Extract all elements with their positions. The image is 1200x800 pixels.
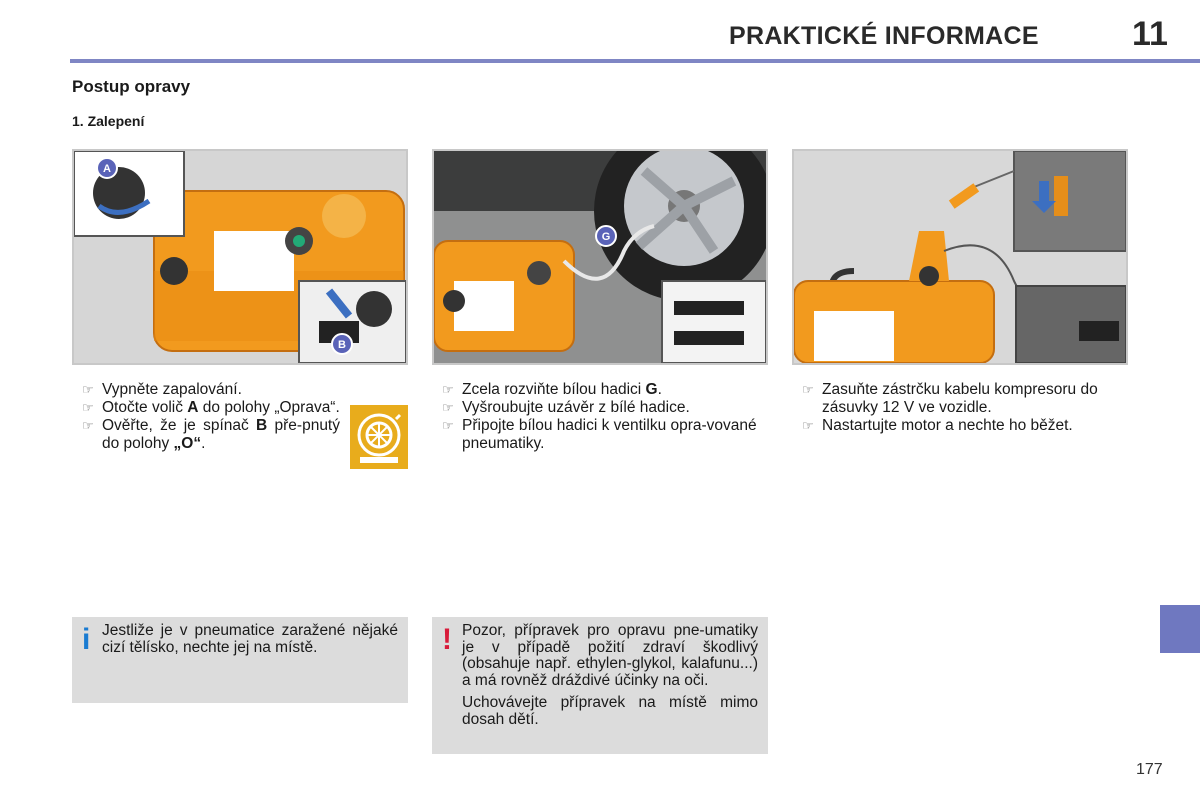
- header-title: PRAKTICKÉ INFORMACE: [729, 22, 1039, 50]
- pointing-hand-icon: ☞: [82, 400, 94, 415]
- header-rule: [70, 59, 1200, 63]
- pointing-hand-icon: ☞: [82, 418, 94, 433]
- illustration-panel-1: [72, 149, 408, 365]
- instructions-column-3: [792, 381, 1128, 435]
- info-icon: i: [82, 623, 91, 656]
- callout-g: G: [601, 231, 611, 243]
- info-note-text: Jestliže je v pneumatice zaražené nějaké cizí tělísko, nechte jej na místě.: [102, 622, 398, 656]
- section-title: Postup opravy: [72, 77, 191, 96]
- illustration-panel-3: [792, 149, 1128, 365]
- instructions-column-2: [432, 381, 768, 453]
- power-socket-illustration: [794, 151, 1126, 363]
- warning-icon: !: [442, 623, 452, 656]
- pointing-hand-icon: ☞: [442, 382, 454, 397]
- chapter-side-tab: [1160, 605, 1200, 653]
- list-item: ☞ Otočte volič A do polohy „Oprava“.: [82, 399, 340, 416]
- step-title: 1. Zalepení: [72, 113, 145, 129]
- list-item: ☞ Vyšroubujte uzávěr z bílé hadice.: [442, 399, 690, 416]
- pointing-hand-icon: ☞: [82, 382, 94, 397]
- pointing-hand-icon: ☞: [442, 400, 454, 415]
- warning-paragraph: Pozor, přípravek pro opravu pne-umatiky je v případě požití zdraví škodlivý (obsahuje např. ethylen-glykol, kalafunu...) a má rovněž dráždivé účinky na oči.: [462, 622, 758, 689]
- callout-a: A: [103, 163, 111, 175]
- list-item: ☞ Nastartujte motor a nechte ho běžet.: [802, 417, 1073, 434]
- warning-note-text: [462, 623, 758, 734]
- callout-b: B: [338, 339, 346, 351]
- pointing-hand-icon: ☞: [802, 418, 814, 433]
- illustration-panel-2: [432, 149, 768, 365]
- tyre-hose-illustration: [434, 151, 766, 363]
- pointing-hand-icon: ☞: [802, 382, 814, 397]
- warning-paragraph: Uchovávejte přípravek na místě mimo dosah dětí.: [462, 694, 758, 728]
- info-note: [72, 617, 408, 703]
- pointing-hand-icon: ☞: [442, 418, 454, 433]
- chapter-number: 11: [1132, 15, 1168, 53]
- repair-mode-icon: [350, 405, 408, 469]
- list-item: ☞ Zcela rozviňte bílou hadici G.: [442, 381, 662, 398]
- instructions-column-1: [72, 381, 340, 453]
- list-item: ☞ Vypněte zapalování.: [82, 381, 242, 398]
- warning-note: [432, 617, 768, 754]
- repair-kit-illustration: [74, 151, 406, 363]
- list-item: ☞ Zasuňte zástrčku kabelu kompresoru do zásuvky 12 V ve vozidle.: [802, 381, 1098, 416]
- list-item: ☞ Ověřte, že je spínač B pře-pnutý do polohy „O“.: [82, 417, 340, 452]
- list-item: ☞ Připojte bílou hadici k ventilku opra-vované pneumatiky.: [442, 417, 757, 452]
- page-number: 177: [1136, 761, 1163, 778]
